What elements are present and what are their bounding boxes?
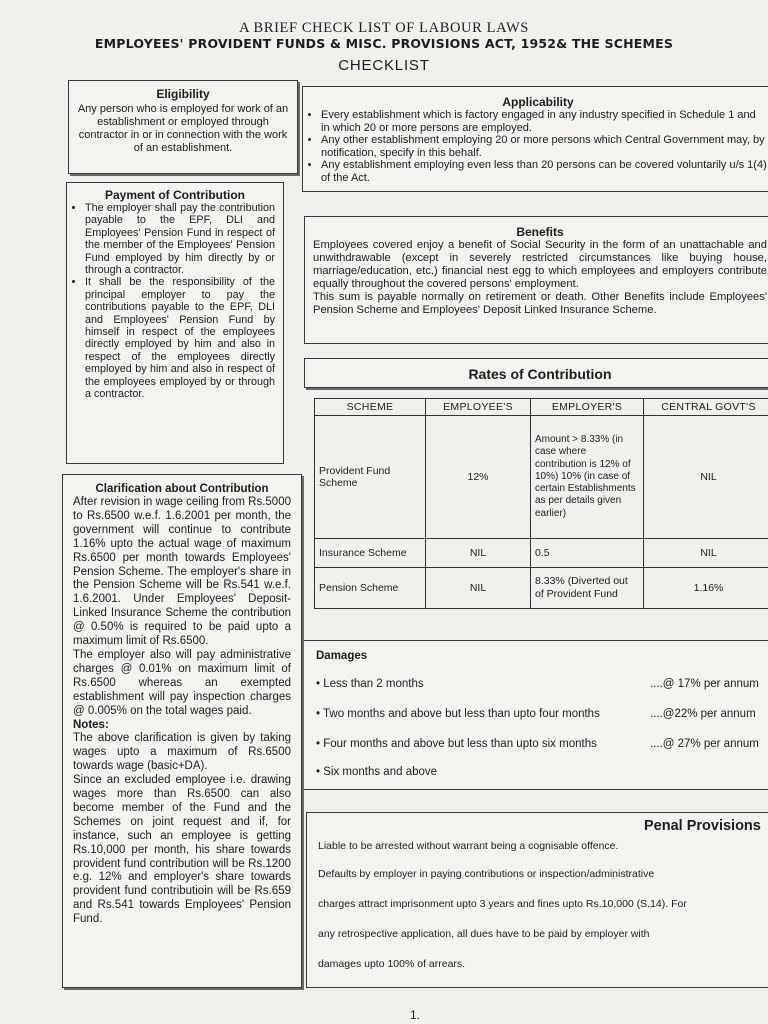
damages-period: Two months and above but less than upto four months bbox=[323, 708, 600, 720]
applicability-box bbox=[302, 86, 768, 192]
rates-header-row bbox=[315, 399, 768, 416]
benefits-body bbox=[305, 239, 768, 316]
clarification-body bbox=[63, 495, 301, 928]
penal-line: Defaults by employer in paying contributions or inspection/administrative bbox=[318, 868, 655, 880]
penal-line: Liable to be arrested without warrant being a cognisable offence. bbox=[318, 840, 619, 852]
table-cell: Insurance Scheme bbox=[315, 539, 426, 568]
rates-title: Rates of Contribution bbox=[468, 366, 612, 382]
payment-list bbox=[67, 202, 283, 401]
eligibility-box bbox=[68, 80, 298, 174]
eligibility-title: Eligibility bbox=[156, 87, 210, 101]
rates-header-cell: EMPLOYEE'S bbox=[426, 399, 531, 416]
clarification-para: The employer also will pay administrative charges @ 0.01% on maximum limit of Rs.6500 whereas an exempted establishment will pay inspection charges @ 0.005% on the total wages paid. bbox=[73, 648, 291, 717]
damages-period: Less than 2 months bbox=[323, 678, 424, 690]
rates-table bbox=[314, 398, 768, 609]
penal-line: any retrospective application, all dues have to be paid by employer with bbox=[318, 928, 650, 940]
clarification-title: Clarification about Contribution bbox=[95, 483, 269, 495]
damages-period: Four months and above but less than upto six months bbox=[323, 738, 597, 750]
benefits-para: This sum is payable normally on retirement or death. Other Benefits include Employees' Pension Scheme and Employees' Deposit Linked Insurance Scheme. bbox=[313, 290, 767, 316]
penal-line: damages upto 100% of arrears. bbox=[318, 958, 466, 970]
damages-item: • Less than 2 months bbox=[316, 678, 424, 690]
damages-title: Damages bbox=[316, 650, 368, 662]
table-cell: Pension Scheme bbox=[315, 568, 426, 609]
applicability-list bbox=[303, 109, 768, 185]
applicability-title: Applicability bbox=[502, 95, 574, 109]
payment-box bbox=[66, 182, 284, 464]
clarification-box bbox=[62, 474, 302, 988]
rates-title-box bbox=[304, 358, 768, 388]
benefits-para: Employees covered enjoy a benefit of Social Security in the form of an unattachable and unwithdrawable (except in severely restricted circumstances like buying house, marriage/education, etc.) financial nest egg to which employees and employers contribute equally throughout the covered persons' employment. bbox=[313, 239, 767, 290]
table-cell: NIL bbox=[426, 568, 531, 609]
penal-title: Penal Provisions bbox=[644, 818, 761, 834]
damages-item: • Four months and above but less than upto six months bbox=[316, 738, 597, 750]
clarification-para: After revision in wage ceiling from Rs.5000 to Rs.6500 w.e.f. 1.6.2001 per month, the government will continue to contribute 1.16% upto the actual wage of maximum Rs.6500 per month towards Employees' Pension Scheme. The employer's share in the Pension Scheme will be Rs.541 w.e.f. 1.6.2001. Under Employees' Deposit-Linked Insurance Scheme the contribution @ 0.50% is required to be paid upto a maximum limit of Rs.6500. bbox=[73, 496, 291, 648]
table-cell: 8.33% (Diverted out of Provident Fund bbox=[531, 568, 644, 609]
table-row bbox=[315, 416, 768, 539]
benefits-title: Benefits bbox=[516, 225, 564, 239]
table-cell: 0.5 bbox=[531, 539, 644, 568]
damages-period: Six months and above bbox=[323, 766, 438, 778]
page-number: 1. bbox=[410, 1008, 421, 1022]
doc-title: A BRIEF CHECK LIST OF LABOUR LAWS bbox=[239, 20, 529, 36]
act-title: EMPLOYEES' PROVIDENT FUNDS & MISC. PROVISIONS ACT, 1952& THE SCHEMES bbox=[94, 36, 674, 51]
damages-rate: ....@ 17% per annum bbox=[650, 678, 759, 690]
benefits-box bbox=[304, 216, 768, 344]
damages-item: • Six months and above bbox=[316, 766, 438, 778]
table-row bbox=[315, 568, 768, 609]
clarification-para: Since an excluded employee i.e. drawing wages more than Rs.6500 can also become member of the Fund and the Schemes on joint request and if, for instance, such an employee is getting Rs.10,000 per month, his share towards provident fund contribution will be Rs.1200 e.g. 12% and employer's share towards provident fund contributioin will be Rs.659 and Rs.541 towards Employees' Pension Fund. bbox=[73, 774, 291, 926]
rates-header-cell: SCHEME bbox=[315, 399, 426, 416]
applicability-item: • Every establishment which is factory engaged in any industry specified in Schedule 1 and in which 20 or more persons are employed. bbox=[321, 109, 767, 134]
payment-item: • The employer shall pay the contribution payable to the EPF, DLI and Employees' Pension Fund in respect of the member of the Employees' Pension Fund employed by him directly by or through a contractor. bbox=[85, 202, 275, 276]
payment-item: • It shall be the responsibility of the principal employer to pay the contributions payable to the EPF, DLI and Employees' Pension Fund by himself in respect of the employees directly employed by him and also in respect of the employees directly employed by him and also in respect of the employees employed by or through a contractor. bbox=[85, 276, 275, 400]
eligibility-text: Any person who is employed for work of an establishment or employed through contractor in or in connection with the work of an establishment. bbox=[77, 103, 289, 154]
rates-header-cell: EMPLOYER'S bbox=[531, 399, 644, 416]
table-cell: NIL bbox=[426, 539, 531, 568]
notes-label: Notes: bbox=[73, 718, 109, 731]
table-cell: Provident Fund Scheme bbox=[315, 416, 426, 539]
table-cell: 1.16% bbox=[644, 568, 768, 609]
damages-rate: ....@ 27% per annum bbox=[650, 738, 759, 750]
damages-rate: ....@22% per annum bbox=[650, 708, 756, 720]
rates-header-cell: CENTRAL GOVT'S bbox=[644, 399, 768, 416]
applicability-item: • Any other establishment employing 20 or more persons which Central Government may, by notification, specify in this behalf. bbox=[321, 134, 767, 159]
payment-title: Payment of Contribution bbox=[105, 188, 245, 202]
table-cell: NIL bbox=[644, 539, 768, 568]
table-cell: Amount > 8.33% (in case where contribution is 12% of 10%) 10% (in case of certain Establishments as per details given earlier) bbox=[531, 416, 644, 539]
penal-line: charges attract imprisonment upto 3 years and fines upto Rs.10,000 (S.14). For bbox=[318, 898, 687, 910]
table-row bbox=[315, 539, 768, 568]
clarification-para: The above clarification is given by taking wages upto a maximum of Rs.6500 towards wage (basic+DA). bbox=[73, 732, 291, 773]
checklist-title: CHECKLIST bbox=[338, 57, 430, 74]
table-cell: 12% bbox=[426, 416, 531, 539]
table-cell: NIL bbox=[644, 416, 768, 539]
damages-item: • Two months and above but less than upto four months bbox=[316, 708, 600, 720]
applicability-item: • Any establishment employing even less than 20 persons can be covered voluntarily u/s 1(4) of the Act. bbox=[321, 159, 767, 184]
